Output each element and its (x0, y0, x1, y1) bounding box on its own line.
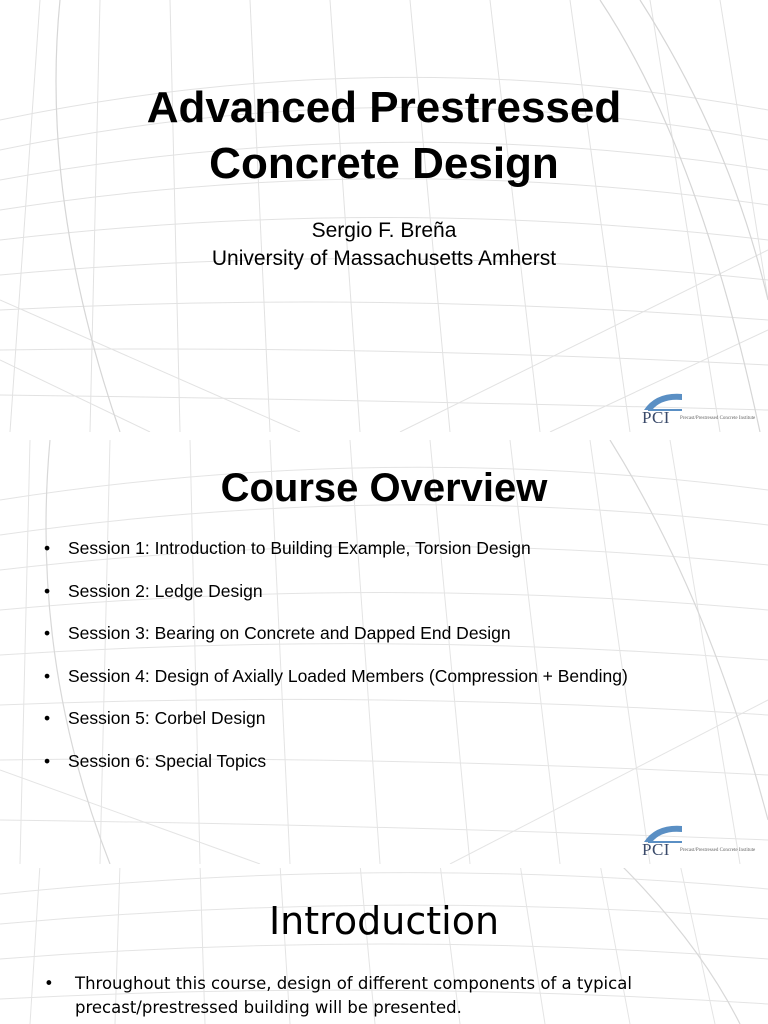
list-item: • Session 2: Ledge Design (44, 580, 628, 623)
intro-text-line-2: precast/prestressed building will be presented. (75, 998, 462, 1017)
list-item: • Session 6: Special Topics (44, 750, 628, 793)
bullet-icon: • (44, 708, 51, 728)
presentation-subtitle (0, 217, 768, 273)
list-item: • Session 4: Design of Axially Loaded Members (Compression + Bending) (44, 665, 628, 708)
slide-separator (0, 432, 768, 440)
logo-text: PCI (642, 408, 670, 427)
list-item: • Session 3: Bearing on Concrete and Dapped End Design (44, 622, 628, 665)
bullet-icon: • (44, 750, 51, 771)
presentation-title (0, 80, 768, 192)
wireframe-background (0, 0, 768, 432)
bullet-icon: • (44, 974, 54, 993)
list-item: • Session 5: Corbel Design (44, 707, 628, 750)
overview-slide (0, 440, 768, 864)
logo-tagline: Precast/Prestressed Concrete Institute (680, 416, 756, 421)
list-item (44, 972, 632, 1020)
bullet-icon: • (44, 665, 51, 686)
list-item: • Session 1: Introduction to Building Example, Torsion Design (44, 537, 628, 580)
bullet-icon: • (44, 623, 51, 643)
slide-separator (0, 864, 768, 868)
slide-title: Course Overview (220, 466, 548, 510)
slide-title: Introduction (268, 899, 500, 943)
intro-text-line-1: Throughout this course, design of different components of a typical (75, 974, 632, 993)
session-list (44, 537, 628, 792)
author-name: Sergio F. Breña (311, 219, 457, 242)
logo-tagline: Precast/Prestressed Concrete Institute (680, 848, 756, 853)
title-line-1: Advanced Prestressed (146, 83, 622, 132)
title-line-2: Concrete Design (209, 139, 559, 188)
institution-name: University of Massachusetts Amherst (211, 247, 557, 270)
logo-text: PCI (642, 840, 670, 859)
pci-logo (642, 390, 766, 430)
pci-logo (642, 822, 766, 862)
bullet-icon: • (44, 580, 51, 601)
bullet-icon: • (44, 538, 51, 558)
intro-list (44, 972, 632, 1020)
title-slide (0, 0, 768, 432)
intro-slide (0, 864, 768, 1024)
